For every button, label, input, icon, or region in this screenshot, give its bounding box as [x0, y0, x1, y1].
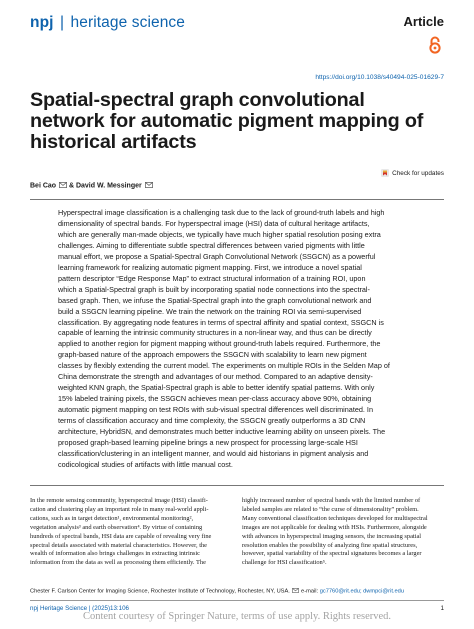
journal-title: heritage science — [70, 14, 186, 31]
abstract-line: classification/clustering in an intelligent manner, and would aid historians in pigment analysis and — [58, 448, 369, 458]
author-name[interactable]: Bei Cao — [30, 182, 57, 190]
body-line: with advances in hyperspectral imaging sensors, the increasing spatial — [242, 532, 422, 540]
abstract-line: pattern descriptor “Edge Response Map” to extract structural information of a training ROI, upon — [58, 273, 366, 283]
body-line: challenge for HSI classification⁵. — [242, 559, 327, 567]
journal-header — [30, 14, 444, 34]
abstract-line: codicological studies of artifacts with little manual cost. — [58, 459, 233, 469]
abstract-line: graph-based nature of the approach empowers the SSGCN with scalability to learn new pigment — [58, 350, 367, 360]
abstract-line: learning framework for realizing automatic pigment mapping. First, we introduce a novel spatial — [58, 262, 362, 272]
abstract-divider-top — [30, 199, 444, 200]
abstract-line: China demonstrate the strength and advantages of our method. Compared to an adaptive density- — [58, 372, 373, 382]
body-line: In the remote sensing community, hyperspectral image (HSI) classifi- — [30, 497, 208, 504]
footer-divider — [30, 600, 444, 601]
title-line: historical artifacts — [30, 131, 197, 153]
email-links[interactable]: gc7760@rit.edu; dwmpci@rit.edu — [319, 588, 404, 595]
check-for-updates-label: Check for updates — [392, 169, 444, 177]
open-access-icon[interactable] — [428, 36, 442, 54]
body-line: cation and clustering play an important role in many real-world appli- — [30, 505, 209, 513]
email-prefix: e-mail: — [301, 588, 319, 595]
body-line: cations, such as in target detection¹, environmental monitoring², — [30, 514, 194, 522]
abstract-line: automatic pigment mapping on test ROIs with sub-visual spectral differences well discriminated. In — [58, 405, 373, 415]
body-line: wealth of information also brings challenges in extracting intrinsic — [30, 550, 201, 558]
abstract-line: proposed graph-based learning pipeline brings a new prospect for processing large-scale HSI — [58, 438, 358, 448]
body-column-right — [242, 497, 444, 568]
body-line: however, spatial variability of the spectral signatures becomes a larger — [242, 550, 422, 558]
journal-npj: npj — [30, 14, 54, 31]
doi-link[interactable]: https://doi.org/10.1038/s40494-025-01629-7 — [315, 74, 444, 81]
abstract-line: manual effort, we propose a Spatial-Spectral Graph Convolutional Network (SSGCN) as a powerful — [58, 251, 376, 261]
envelope-icon[interactable] — [59, 182, 67, 188]
abstract-line: dimensionality of spectral bands. For hyperspectral image (HSI) data of cultural heritage artifacts, — [58, 218, 370, 228]
abstract-line: capable of learning the intrinsic community structures in a non-linear way, and thus can be directly — [58, 328, 372, 338]
body-line: highly increased number of spectral bands with the limited number of — [242, 497, 421, 504]
journal-name[interactable] — [30, 14, 185, 32]
abstract-line: based graph. Then, we infuse the Spatial-Spectral graph into the graph convolutional network and — [58, 295, 372, 305]
body-column-left — [30, 497, 232, 568]
body-line: hundreds of spectral bands, HSI data are capable of revealing very fine — [30, 532, 212, 540]
title-line: network for automatic pigment mapping of — [30, 110, 424, 132]
abstract-line: applied to another region for pigment mapping without ground-truth labels required. Furthermore, the — [58, 339, 381, 349]
envelope-icon[interactable] — [145, 182, 153, 188]
abstract — [58, 208, 444, 471]
footer-citation: npj Heritage Science | (2025)13:106 — [30, 605, 129, 612]
title-line: Spatial-spectral graph convolutional — [30, 89, 365, 111]
abstract-line: architecture, HybridSN, and demonstrates much better inductive learning ability on unseen pixels. The — [58, 427, 386, 437]
abstract-line: build a SSGCN learning pipeline. We train the network on the training ROI via semi-supervised — [58, 306, 362, 316]
abstract-line: which a Spatial-Spectral graph is built by incorporating spatial node connections into the spectral- — [58, 284, 370, 294]
body-line: labeled samples are related to “the curse of dimensionality” problem. — [242, 505, 419, 513]
abstract-line: 15% labeled training pixels, the SSGCN achieves mean per-class accuracy above 90%, obtaining — [58, 394, 372, 404]
abstract-divider-bottom — [30, 485, 444, 486]
body-line: Many conventional classification techniques developed for multispectral — [242, 514, 428, 522]
abstract-line: Hyperspectral image classification is a challenging task due to the lack of ground-truth labels and high — [58, 208, 385, 217]
affiliation-text: Chester F. Carlson Center for Imaging Science, Rochester Institute of Technology, Rochester, NY, USA. — [30, 588, 290, 595]
author-list — [30, 182, 153, 190]
abstract-line: which are generally man-made objects, we typically have much higher spatial resolution posing extra — [58, 229, 381, 239]
body-line: images are not applicable for dealing with HSIs. Furthermore, alongside — [242, 523, 427, 531]
body-line: resolution enables the possibility of analyzing fine spatial structures, — [242, 541, 418, 549]
author-connector: & — [68, 182, 76, 190]
author-name[interactable]: David W. Messinger — [75, 182, 142, 190]
article-title — [30, 90, 450, 153]
abstract-line: terms of classification accuracy and time complexity, the SSGCN greatly outperforms a 3D CNN — [58, 416, 366, 426]
check-for-updates-button[interactable] — [381, 169, 444, 177]
article-type-label: Article — [403, 14, 444, 29]
envelope-icon — [292, 588, 299, 593]
abstract-line: classes by flexibly extending the current model. The experiments on multiple ROIs in the Selden Map of — [58, 361, 390, 371]
affiliation — [30, 588, 404, 595]
abstract-line: challenges. Aiming to differentiate subtle spectral differences between varied pigments with little — [58, 240, 365, 250]
check-for-updates-icon — [381, 169, 389, 177]
body-line: spectral details associated with material characteristics. However, the — [30, 541, 208, 549]
abstract-line: classification. By aggregating node features in terms of spectral affinity and spatial context, SSGCN is — [58, 317, 384, 327]
journal-separator: | — [59, 14, 65, 31]
page-number: 1 — [440, 605, 444, 612]
watermark: Content courtesy of Springer Nature, terms of use apply. Rights reserved. — [82, 611, 392, 622]
abstract-line: weighted KNN graph, the Spatial-Spectral graph is able to better identify spatial patterns. With only — [58, 383, 375, 393]
body-line: vegetation analysis³ and earth observation⁴. By virtue of containing — [30, 523, 203, 531]
body-line: information from the data as well as processing them efficiently. The — [30, 559, 206, 567]
